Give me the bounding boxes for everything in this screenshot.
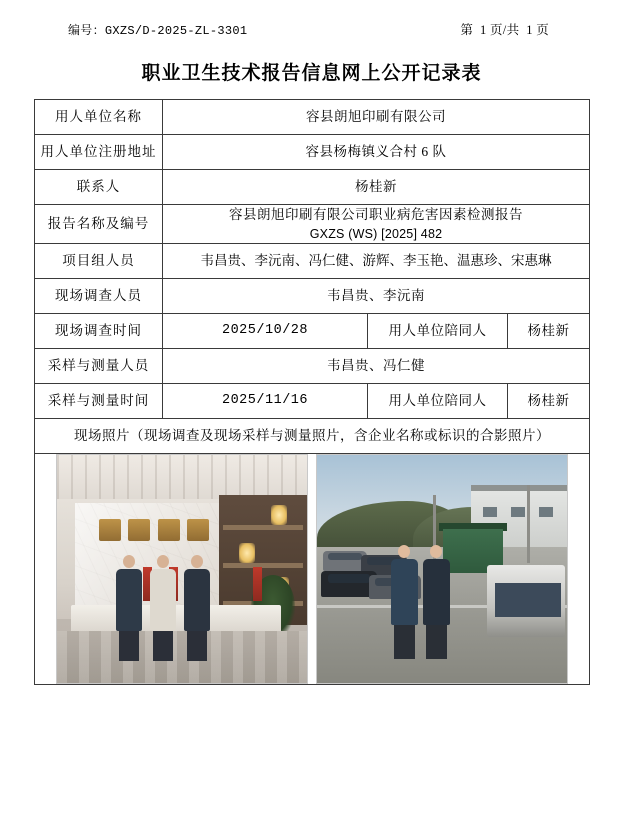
red-banner <box>253 567 262 601</box>
row-label-report-name-number: 报告名称及编号 <box>35 205 163 244</box>
floor-reflection <box>57 631 307 683</box>
page-title: 职业卫生技术报告信息网上公开记录表 <box>141 63 482 84</box>
person-figure <box>421 545 451 659</box>
light-icon <box>239 543 255 563</box>
row-label-project-members: 项目组人员 <box>35 243 163 278</box>
table-row <box>35 418 590 453</box>
row-value-report-name-number <box>163 205 590 244</box>
row-label-survey-accompanier: 用人单位陪同人 <box>368 313 508 348</box>
shelf <box>223 525 303 530</box>
photo-section-header: 现场照片（现场调查及现场采样与测量照片，含企业名称或标识的合影照片） <box>35 418 590 453</box>
table-row <box>35 453 590 684</box>
light-icon <box>271 505 287 525</box>
table-row <box>35 100 590 135</box>
window <box>483 507 497 517</box>
report-name-line: 容县朗旭印刷有限公司职业病危害因素检测报告 <box>229 207 523 222</box>
report-number-line: GXZS (WS) [2025] 482 <box>309 226 443 241</box>
window <box>539 507 553 517</box>
truck-bed <box>495 583 561 617</box>
table-row <box>35 135 590 170</box>
row-value-registered-address: 容县杨梅镇义合村 6 队 <box>163 135 590 170</box>
row-value-sampling-staff: 韦昌贵、冯仁健 <box>163 348 590 383</box>
shelf <box>223 563 303 568</box>
person-figure <box>183 555 211 661</box>
person-figure <box>149 555 177 661</box>
row-label-survey-staff: 现场调查人员 <box>35 278 163 313</box>
site-photo-yard <box>316 454 568 684</box>
light-pole <box>527 485 530 563</box>
page-header <box>34 0 589 38</box>
row-label-registered-address: 用人单位注册地址 <box>35 135 163 170</box>
row-value-survey-accompanier: 杨桂新 <box>508 313 590 348</box>
window <box>511 507 525 517</box>
row-value-survey-staff: 韦昌贵、李沅南 <box>163 278 590 313</box>
row-label-sampling-accompanier: 用人单位陪同人 <box>368 383 508 418</box>
row-value-employer-name: 容县朗旭印刷有限公司 <box>163 100 590 135</box>
row-value-survey-date: 2025/10/28 <box>163 313 368 348</box>
company-sign <box>99 517 209 543</box>
row-value-project-members: 韦昌贵、李沅南、冯仁健、游辉、李玉艳、温惠珍、宋惠琳 <box>163 243 590 278</box>
page-number: 第 1 页/共 1 页 <box>460 23 549 37</box>
person-figure <box>389 545 419 659</box>
table-row <box>35 243 590 278</box>
site-photo-lobby <box>56 454 308 684</box>
row-label-sampling-staff: 采样与测量人员 <box>35 348 163 383</box>
table-row <box>35 170 590 205</box>
row-label-contact-person: 联系人 <box>35 170 163 205</box>
document-number: 编号：GXZS/D-2025-ZL-3301 <box>68 24 248 38</box>
photo-section <box>35 453 590 684</box>
row-label-sampling-date: 采样与测量时间 <box>35 383 163 418</box>
table-row <box>35 278 590 313</box>
table-row <box>35 313 590 348</box>
table-row <box>35 348 590 383</box>
row-label-employer-name: 用人单位名称 <box>35 100 163 135</box>
public-disclosure-record-table <box>34 99 590 685</box>
person-figure <box>115 555 143 661</box>
row-label-survey-date: 现场调查时间 <box>35 313 163 348</box>
row-value-contact-person: 杨桂新 <box>163 170 590 205</box>
row-value-sampling-accompanier: 杨桂新 <box>508 383 590 418</box>
table-row <box>35 205 590 244</box>
row-value-sampling-date: 2025/11/16 <box>163 383 368 418</box>
table-row <box>35 383 590 418</box>
